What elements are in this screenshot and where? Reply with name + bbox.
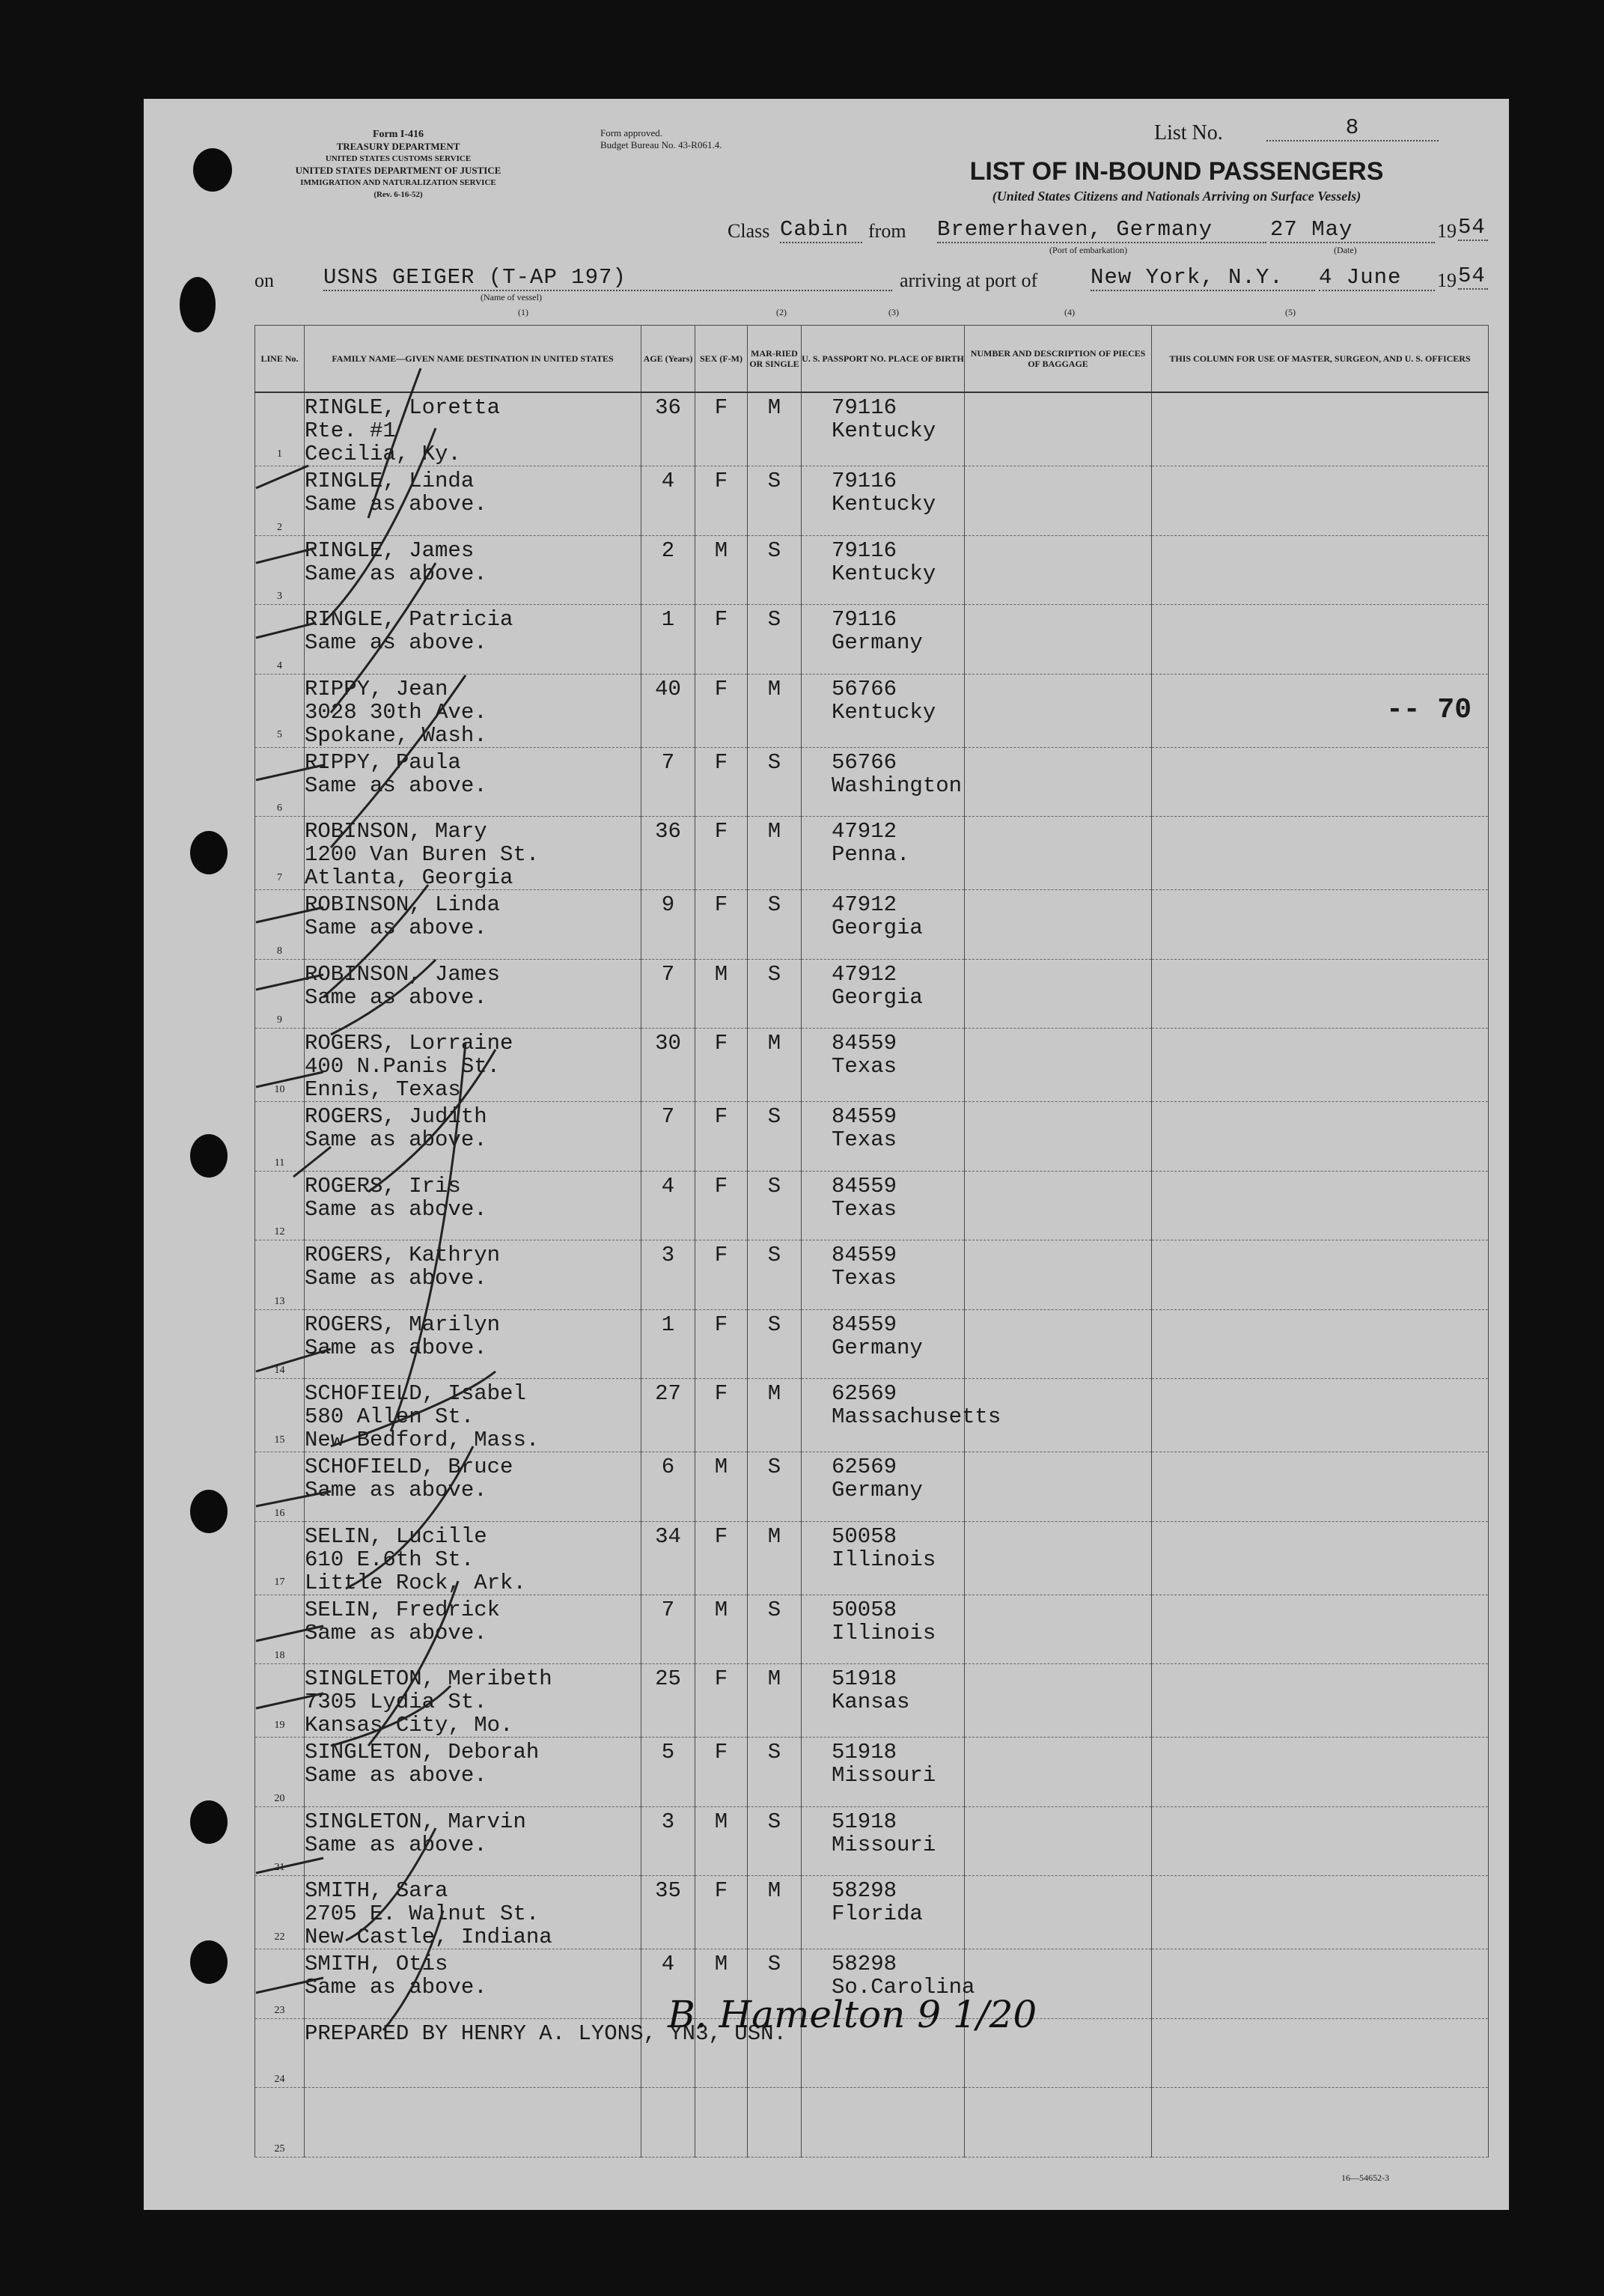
birthplace: Missouri bbox=[832, 1763, 936, 1788]
marital-status: S bbox=[767, 469, 781, 493]
destination: 580 Allen St. New Bedford, Mass. bbox=[305, 1404, 540, 1452]
line-number: 15 bbox=[274, 1434, 285, 1446]
marital-status: S bbox=[767, 961, 781, 987]
line-number: 13 bbox=[274, 1295, 285, 1307]
marital-status: S bbox=[767, 1740, 781, 1764]
passport-number: 62569 bbox=[832, 1455, 897, 1479]
age: 1 bbox=[661, 1312, 675, 1337]
vessel-caption: (Name of vessel) bbox=[481, 292, 542, 302]
birthplace: Georgia bbox=[832, 916, 923, 940]
birthplace: Penna. bbox=[832, 842, 910, 867]
passport-number: 84559 bbox=[832, 1104, 897, 1129]
line-number: 25 bbox=[274, 2143, 285, 2155]
destination: Same as above. bbox=[305, 916, 487, 940]
marital-status: M bbox=[767, 1878, 781, 1903]
check-mark bbox=[256, 1446, 473, 1589]
destination: Same as above. bbox=[305, 561, 487, 586]
marital-status: M bbox=[767, 1031, 781, 1056]
line-number: 6 bbox=[277, 803, 282, 814]
sex: M bbox=[714, 1455, 728, 1479]
line-number: 24 bbox=[274, 2074, 285, 2085]
passenger-name: ROGERS, Kathryn bbox=[305, 1243, 501, 1267]
line-number: 1 bbox=[277, 448, 282, 460]
line-number: 9 bbox=[277, 1014, 282, 1026]
line-number: 17 bbox=[274, 1577, 285, 1588]
approval-line: Form approved. bbox=[600, 127, 663, 138]
line-number: 19 bbox=[274, 1719, 285, 1731]
on-label: on bbox=[254, 270, 274, 291]
check-mark bbox=[256, 563, 436, 713]
destination: Same as above. bbox=[305, 1975, 487, 2000]
passenger-name: RINGLE, Patricia bbox=[305, 607, 513, 632]
passenger-name: SELIN, Fredrick bbox=[305, 1597, 501, 1622]
destination: PREPARED BY HENRY A. LYONS, YN3, USN. bbox=[305, 2021, 787, 2046]
age: 3 bbox=[661, 1809, 675, 1834]
age: 36 bbox=[655, 395, 681, 420]
passenger-name: SMITH, Sara bbox=[305, 1878, 448, 1903]
age: 7 bbox=[661, 1104, 675, 1129]
binder-hole bbox=[190, 1490, 228, 1533]
col-header-age: AGE (Years) bbox=[641, 326, 695, 393]
check-mark bbox=[256, 428, 436, 623]
line-number: 23 bbox=[274, 2004, 285, 2016]
line-number: 21 bbox=[274, 1862, 285, 1873]
age: 34 bbox=[655, 1523, 681, 1549]
birthplace: Germany bbox=[832, 630, 923, 655]
birthplace: Kansas bbox=[832, 1690, 910, 1714]
col-header-sex: SEX (F-M) bbox=[695, 326, 748, 393]
embark-date: 27 May bbox=[1270, 217, 1435, 243]
line-number: 8 bbox=[277, 945, 282, 957]
marital-status: S bbox=[767, 1455, 781, 1479]
embark-year: 54 bbox=[1458, 215, 1488, 241]
passenger-name: ROBINSON, Linda bbox=[305, 892, 501, 917]
line-number: 2 bbox=[277, 521, 282, 533]
form-number: Form I-416 bbox=[372, 129, 424, 140]
passport-number: 79116 bbox=[832, 395, 897, 420]
marital-status: S bbox=[767, 1104, 781, 1129]
document-page bbox=[144, 99, 1509, 2210]
sex: F bbox=[714, 1381, 728, 1406]
sex: F bbox=[714, 1031, 728, 1056]
passport-number: 84559 bbox=[832, 1312, 897, 1337]
list-no-label: List No. bbox=[1154, 121, 1223, 144]
age: 6 bbox=[661, 1455, 675, 1479]
sex: F bbox=[714, 1878, 728, 1903]
year-prefix-2: 19 bbox=[1437, 270, 1457, 291]
destination: Same as above. bbox=[305, 1196, 487, 1222]
sex: M bbox=[714, 1952, 728, 1976]
destination: Same as above. bbox=[305, 1763, 487, 1788]
birthplace: So.Carolina bbox=[832, 1975, 975, 2000]
destination: 3028 30th Ave. Spokane, Wash. bbox=[305, 699, 487, 748]
age: 9 bbox=[661, 892, 675, 917]
age: 4 bbox=[661, 1173, 675, 1199]
age: 36 bbox=[655, 819, 681, 844]
sex: F bbox=[714, 1173, 728, 1199]
age: 2 bbox=[661, 538, 675, 563]
marital-status: S bbox=[767, 1173, 781, 1199]
passenger-name: SELIN, Lucille bbox=[305, 1523, 487, 1549]
binder-hole bbox=[190, 1940, 228, 1984]
passenger-name: ROGERS, Marilyn bbox=[305, 1312, 501, 1337]
marital-status: M bbox=[767, 1523, 781, 1549]
passport-number: 84559 bbox=[832, 1031, 897, 1056]
age: 5 bbox=[661, 1740, 675, 1764]
birthplace: Kentucky bbox=[832, 561, 936, 586]
binder-hole bbox=[180, 277, 216, 332]
sex: F bbox=[714, 1666, 728, 1691]
age: 30 bbox=[655, 1031, 681, 1056]
year-prefix: 19 bbox=[1437, 220, 1457, 242]
passport-number: 79116 bbox=[832, 607, 897, 632]
age: 1 bbox=[661, 607, 675, 632]
arrival-date: 4 June bbox=[1319, 265, 1435, 291]
passenger-name: SINGLETON, Meribeth bbox=[305, 1666, 552, 1691]
arrival-year: 54 bbox=[1458, 264, 1488, 290]
age: 27 bbox=[655, 1381, 681, 1406]
passenger-name: RIPPY, Jean bbox=[305, 676, 448, 701]
check-mark bbox=[293, 1042, 466, 1431]
line-number: 12 bbox=[274, 1226, 285, 1237]
line-number: 16 bbox=[274, 1507, 285, 1519]
class-label: Class bbox=[728, 220, 770, 242]
line-number: 5 bbox=[277, 729, 282, 740]
agency-line: TREASURY DEPARTMENT bbox=[336, 141, 460, 152]
sex: F bbox=[714, 892, 728, 917]
passport-number: 84559 bbox=[832, 1243, 897, 1267]
sex: F bbox=[714, 1523, 728, 1549]
binder-hole bbox=[190, 831, 228, 874]
destination: Same as above. bbox=[305, 1832, 487, 1857]
birthplace: Washington bbox=[832, 773, 963, 798]
destination: Same as above. bbox=[305, 1478, 487, 1502]
line-number: 7 bbox=[277, 871, 282, 883]
col-header-baggage: NUMBER AND DESCRIPTION OF PIECES OF BAGGAGE bbox=[965, 326, 1152, 393]
passenger-name: ROGERS, Judith bbox=[305, 1104, 487, 1129]
marital-status: S bbox=[767, 1312, 781, 1337]
line-number: 20 bbox=[274, 1792, 285, 1804]
embark-caption: (Port of embarkation) bbox=[1049, 245, 1127, 255]
destination: 610 E.6th St. Little Rock, Ark. bbox=[305, 1547, 526, 1595]
sex: M bbox=[714, 1597, 728, 1622]
check-mark bbox=[256, 885, 428, 997]
page-subtitle: (United States Citizens and Nationals Arriving on Surface Vessels) bbox=[992, 189, 1361, 204]
passenger-name: RINGLE, Linda bbox=[305, 469, 475, 493]
destination: Same as above. bbox=[305, 1620, 487, 1645]
age: 40 bbox=[655, 676, 681, 701]
sex: F bbox=[714, 1104, 728, 1129]
marital-status: S bbox=[767, 1809, 781, 1834]
destination: 400 N.Panis St. Ennis, Texas bbox=[305, 1054, 501, 1102]
age: 25 bbox=[655, 1666, 681, 1691]
check-marks bbox=[144, 99, 1509, 2210]
agency-line: UNITED STATES DEPARTMENT OF JUSTICE bbox=[295, 165, 501, 176]
birthplace: Illinois bbox=[832, 1620, 936, 1645]
page-title: LIST OF IN-BOUND PASSENGERS bbox=[969, 157, 1384, 186]
sex: F bbox=[714, 819, 728, 844]
birthplace: Texas bbox=[832, 1266, 897, 1291]
destination: Same as above. bbox=[305, 984, 487, 1010]
destination: Same as above. bbox=[305, 1266, 487, 1291]
passenger-name: SINGLETON, Deborah bbox=[305, 1740, 540, 1764]
line-number: 10 bbox=[274, 1083, 285, 1095]
passport-number: 84559 bbox=[832, 1173, 897, 1199]
age: 35 bbox=[655, 1878, 681, 1903]
birthplace: Missouri bbox=[832, 1832, 936, 1857]
age: 7 bbox=[661, 961, 675, 987]
agency-line: UNITED STATES CUSTOMS SERVICE bbox=[325, 154, 472, 163]
col-number: (4) bbox=[1064, 307, 1075, 317]
sex: M bbox=[714, 538, 728, 563]
check-mark bbox=[256, 1050, 495, 1192]
marital-status: S bbox=[767, 892, 781, 917]
signature: B. Hamelton 9 1/20 bbox=[668, 1993, 1037, 2036]
marital-status: S bbox=[767, 538, 781, 563]
passport-number: 50058 bbox=[832, 1523, 897, 1549]
col-header-married: MAR-RIED OR SINGLE bbox=[748, 326, 802, 393]
passenger-name: RIPPY, Paula bbox=[305, 749, 461, 775]
passport-number: 47912 bbox=[832, 819, 897, 844]
passport-number: 58298 bbox=[832, 1878, 897, 1903]
destination: Same as above. bbox=[305, 773, 487, 798]
passport-number: 50058 bbox=[832, 1597, 897, 1622]
check-mark bbox=[256, 1828, 436, 1940]
age: 4 bbox=[661, 1952, 675, 1976]
destination: 2705 E. Walnut St. New Castle, Indiana bbox=[305, 1901, 552, 1949]
marital-status: S bbox=[767, 607, 781, 632]
from-label: from bbox=[868, 220, 906, 242]
marital-status: M bbox=[767, 1666, 781, 1691]
arriving-label: arriving at port of bbox=[900, 270, 1038, 291]
list-no-value: 8 bbox=[1266, 115, 1439, 141]
sex: F bbox=[714, 607, 728, 632]
col-header-passport: U. S. PASSPORT NO. PLACE OF BIRTH bbox=[802, 326, 965, 393]
destination: Rte. #1 Cecilia, Ky. bbox=[305, 418, 461, 466]
age: 7 bbox=[661, 749, 675, 775]
line-number: 14 bbox=[274, 1365, 285, 1376]
binder-hole bbox=[193, 148, 232, 192]
sex: F bbox=[714, 395, 728, 420]
destination: Same as above. bbox=[305, 1127, 487, 1152]
passenger-name: RINGLE, Loretta bbox=[305, 395, 501, 420]
passenger-name: RINGLE, James bbox=[305, 538, 475, 563]
binder-hole bbox=[190, 1134, 228, 1178]
marital-status: S bbox=[767, 1597, 781, 1622]
officer-note: -- 70 bbox=[1386, 694, 1472, 726]
col-number: (5) bbox=[1285, 307, 1296, 317]
form-code: 16—54652-3 bbox=[1341, 2172, 1389, 2183]
destination: 1200 Van Buren St. Atlanta, Georgia bbox=[305, 842, 540, 890]
passport-number: 56766 bbox=[832, 676, 897, 701]
marital-status: S bbox=[767, 1243, 781, 1267]
birthplace: Florida bbox=[832, 1901, 923, 1926]
vessel-name: USNS GEIGER (T-AP 197) bbox=[323, 265, 892, 291]
sex: F bbox=[714, 1312, 728, 1337]
birthplace: Texas bbox=[832, 1196, 897, 1222]
sex: F bbox=[714, 469, 728, 493]
col-number: (2) bbox=[776, 307, 787, 317]
age: 3 bbox=[661, 1243, 675, 1267]
marital-status: M bbox=[767, 395, 781, 420]
destination: 7305 Lydia St. Kansas City, Mo. bbox=[305, 1690, 513, 1738]
sex: F bbox=[714, 749, 728, 775]
passport-number: 51918 bbox=[832, 1666, 897, 1691]
check-mark bbox=[256, 368, 421, 518]
passenger-name: SMITH, Otis bbox=[305, 1952, 448, 1976]
birthplace: Kentucky bbox=[832, 418, 936, 443]
approval-line: Budget Bureau No. 43-R061.4. bbox=[600, 139, 722, 150]
line-number: 4 bbox=[277, 660, 282, 672]
destination: Same as above. bbox=[305, 492, 487, 517]
birthplace: Germany bbox=[832, 1335, 923, 1360]
line-number: 3 bbox=[277, 591, 282, 602]
passport-number: 56766 bbox=[832, 749, 897, 775]
marital-status: S bbox=[767, 749, 781, 775]
binder-hole bbox=[190, 1800, 228, 1844]
class-value: Cabin bbox=[780, 217, 862, 243]
age: 4 bbox=[661, 469, 675, 493]
passport-number: 58298 bbox=[832, 1952, 897, 1976]
birthplace: Kentucky bbox=[832, 492, 936, 517]
passport-number: 51918 bbox=[832, 1740, 897, 1764]
destination: Same as above. bbox=[305, 630, 487, 655]
marital-status: S bbox=[767, 1952, 781, 1976]
sex: F bbox=[714, 676, 728, 701]
sex: F bbox=[714, 1740, 728, 1764]
passenger-name: ROBINSON, James bbox=[305, 961, 501, 987]
marital-status: M bbox=[767, 819, 781, 844]
check-mark bbox=[256, 1349, 495, 1446]
check-mark bbox=[256, 1910, 443, 2030]
passenger-name: SCHOFIELD, Bruce bbox=[305, 1455, 513, 1479]
line-number: 22 bbox=[274, 1931, 285, 1943]
sex: M bbox=[714, 961, 728, 987]
line-number: 11 bbox=[274, 1157, 285, 1169]
line-number: 18 bbox=[274, 1650, 285, 1661]
arrival-port: New York, N.Y. bbox=[1091, 265, 1315, 291]
check-mark bbox=[256, 1686, 451, 1746]
col-header-line-no: LINE No. bbox=[255, 326, 305, 393]
date-caption: (Date) bbox=[1334, 245, 1357, 255]
passport-number: 62569 bbox=[832, 1381, 897, 1406]
birthplace: Germany bbox=[832, 1478, 923, 1502]
passenger-name: SINGLETON, Marvin bbox=[305, 1809, 526, 1834]
age: 7 bbox=[661, 1597, 675, 1622]
col-header-officers: THIS COLUMN FOR USE OF MASTER, SURGEON, AND U. S. OFFICERS bbox=[1152, 326, 1489, 393]
passport-number: 79116 bbox=[832, 538, 897, 563]
col-header-name: FAMILY NAME—GIVEN NAME DESTINATION IN UNITED STATES bbox=[305, 326, 641, 393]
passenger-name: ROGERS, Lorraine bbox=[305, 1031, 513, 1056]
birthplace: Texas bbox=[832, 1054, 897, 1079]
passenger-name: SCHOFIELD, Isabel bbox=[305, 1381, 526, 1406]
passport-number: 51918 bbox=[832, 1809, 897, 1834]
birthplace: Illinois bbox=[832, 1547, 936, 1572]
sex: F bbox=[714, 1243, 728, 1267]
marital-status: M bbox=[767, 676, 781, 701]
passport-number: 79116 bbox=[832, 469, 897, 493]
sex: M bbox=[714, 1809, 728, 1834]
agency-line: (Rev. 6-16-52) bbox=[373, 190, 423, 199]
passenger-name: ROBINSON, Mary bbox=[305, 819, 487, 844]
check-mark bbox=[256, 1581, 458, 1746]
marital-status: M bbox=[767, 1381, 781, 1406]
birthplace: Texas bbox=[832, 1127, 897, 1152]
col-number: (1) bbox=[518, 307, 528, 317]
birthplace: Kentucky bbox=[832, 699, 936, 725]
birthplace: Massachusetts bbox=[832, 1404, 1001, 1429]
passenger-name: ROGERS, Iris bbox=[305, 1173, 461, 1199]
passport-number: 47912 bbox=[832, 892, 897, 917]
from-value: Bremerhaven, Germany bbox=[937, 217, 1266, 243]
passport-number: 47912 bbox=[832, 961, 897, 987]
col-number: (3) bbox=[888, 307, 899, 317]
destination: Same as above. bbox=[305, 1335, 487, 1360]
check-mark bbox=[256, 960, 436, 1035]
agency-line: IMMIGRATION AND NATURALIZATION SERVICE bbox=[300, 178, 496, 187]
check-mark bbox=[256, 675, 466, 847]
birthplace: Georgia bbox=[832, 984, 923, 1010]
